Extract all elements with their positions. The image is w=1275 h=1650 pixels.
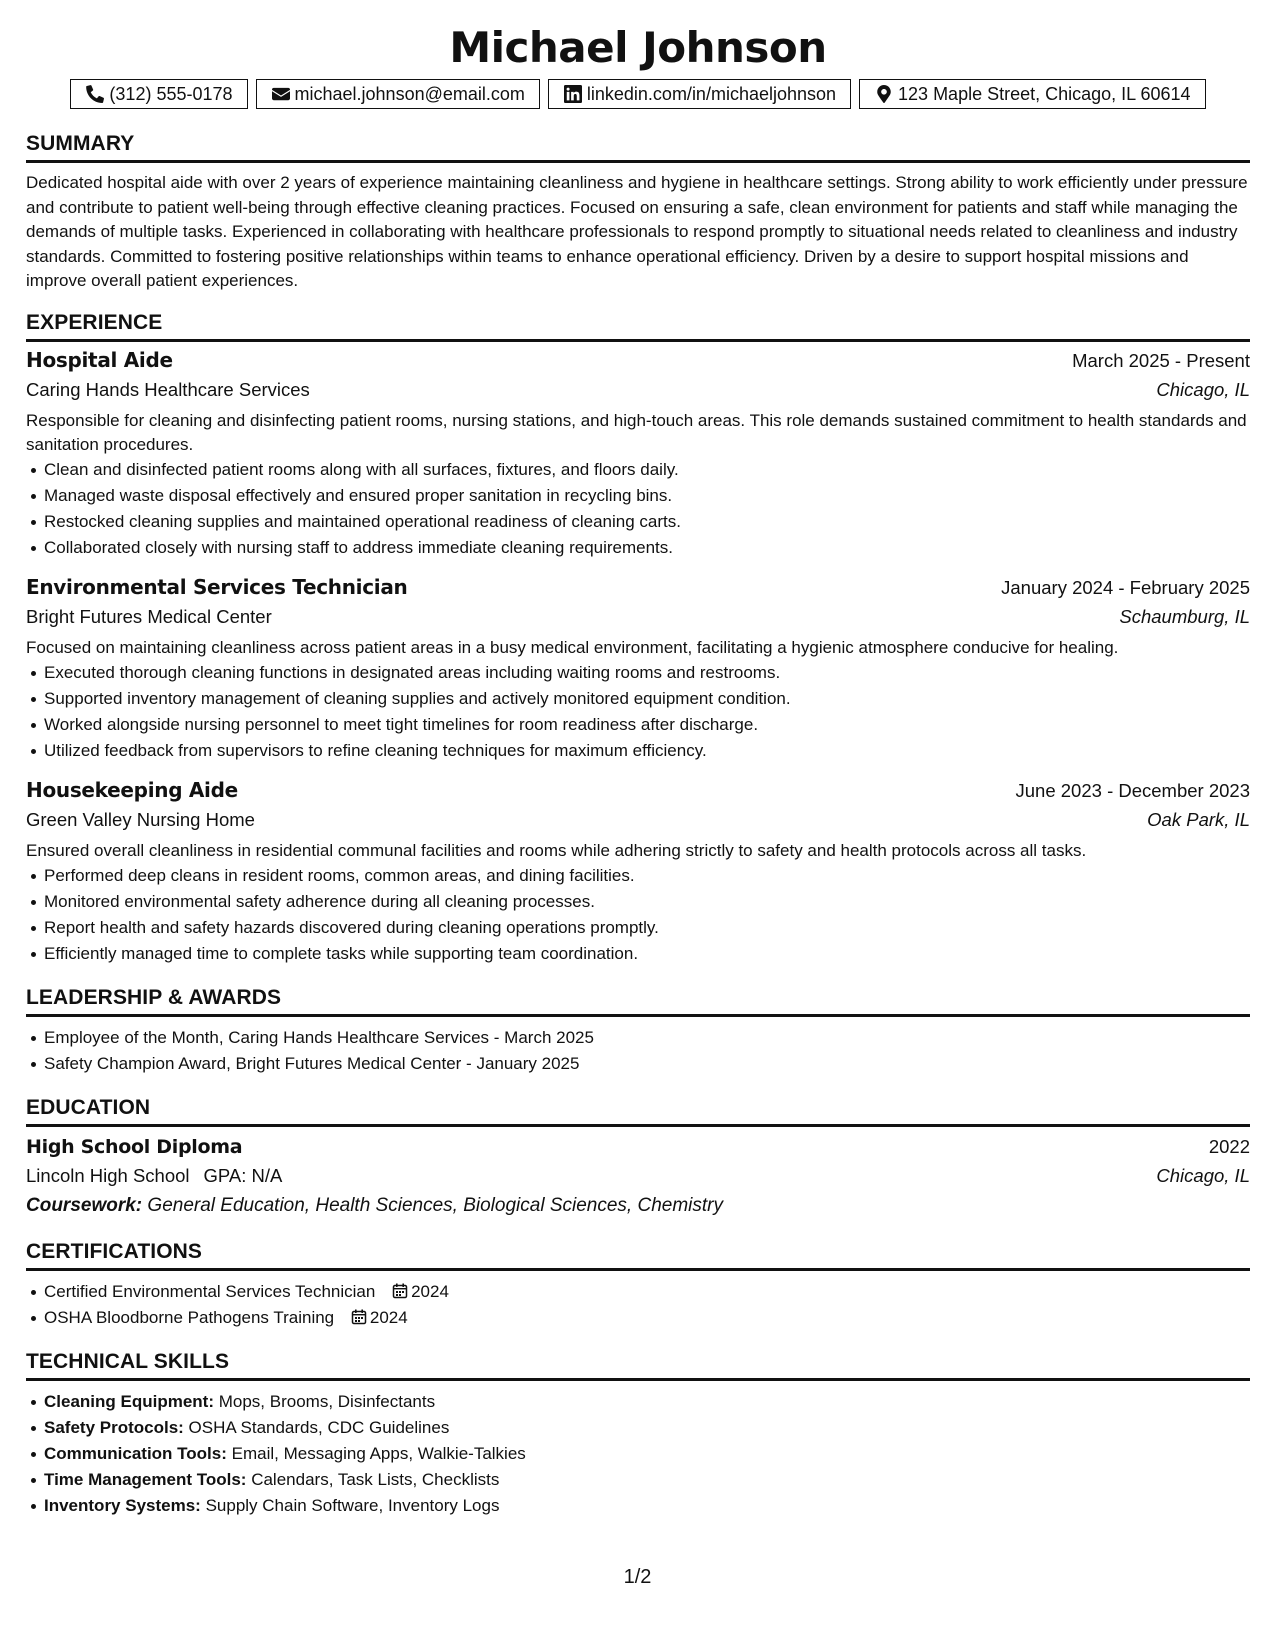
job-title: Housekeeping Aide [26, 777, 238, 802]
linkedin-icon [563, 84, 583, 104]
job-location: Chicago, IL [1156, 378, 1250, 400]
education-heading: EDUCATION [26, 1095, 1250, 1127]
job-bullets [26, 863, 1250, 967]
skill-category: Inventory Systems: [44, 1495, 201, 1515]
list-item: Utilized feedback from supervisors to refine cleaning techniques for maximum efficiency. [26, 738, 1250, 764]
phone-icon [85, 84, 105, 104]
list-item: Employee of the Month, Caring Hands Healthcare Services - March 2025 [26, 1025, 1250, 1051]
job-entry [26, 346, 1250, 561]
certifications-section [26, 1239, 1250, 1331]
job-date: June 2023 - December 2023 [1015, 779, 1250, 801]
job-date: January 2024 - February 2025 [1001, 576, 1250, 598]
contact-address-text: 123 Maple Street, Chicago, IL 60614 [898, 83, 1191, 104]
summary-text: Dedicated hospital aide with over 2 years of experience maintaining cleanliness and hygiene in healthcare settings. Strong ability to work efficiently under pressure and contribute to patient well-being through effective cleaning practices. Focused on ensuring a safe, clean environment for patients and staff while managing the demands of multiple tasks. Experienced in collaborating with healthcare professionals to respond promptly to situational needs related to cleanliness and industry standards. Committed to fostering positive relationships within teams to enhance operational efficiency. Driven by a desire to support hospital missions and improve overall patient experiences. [26, 173, 1248, 290]
list-item [26, 1279, 1250, 1305]
list-item [26, 1493, 1250, 1519]
job-location: Schaumburg, IL [1119, 605, 1250, 627]
job-date: March 2025 - Present [1072, 349, 1250, 371]
contact-linkedin-text: linkedin.com/in/michaeljohnson [586, 83, 837, 104]
skill-category: Safety Protocols: [44, 1417, 184, 1437]
job-bullets [26, 660, 1250, 764]
education-section [26, 1095, 1250, 1221]
skill-values: Email, Messaging Apps, Walkie-Talkies [231, 1443, 526, 1463]
list-item: Performed deep cleans in resident rooms, common areas, and dining facilities. [26, 863, 1250, 889]
job-title: Hospital Aide [26, 347, 173, 372]
coursework-list: General Education, Health Sciences, Biological Sciences, Chemistry [147, 1194, 723, 1216]
cert-year: 2024 [411, 1281, 449, 1301]
candidate-name: Michael Johnson [449, 23, 827, 72]
list-item: Restocked cleaning supplies and maintained operational readiness of cleaning carts. [26, 509, 1250, 535]
list-item [26, 1441, 1250, 1467]
skill-values: OSHA Standards, CDC Guidelines [188, 1417, 450, 1437]
list-item: Monitored environmental safety adherence during all cleaning processes. [26, 889, 1250, 915]
contact-bar [26, 79, 1250, 109]
resume-page [26, 22, 1250, 1519]
certifications-list [26, 1279, 1250, 1331]
leadership-section [26, 985, 1250, 1077]
job-bullets [26, 457, 1250, 561]
awards-list [26, 1025, 1250, 1077]
list-item: Clean and disinfected patient rooms along with all surfaces, fixtures, and floors daily. [26, 457, 1250, 483]
job-description: Ensured overall cleanliness in residential communal facilities and rooms while adhering strictly to safety and health protocols across all tasks. [26, 840, 1087, 860]
envelope-icon [271, 84, 291, 104]
list-item: Executed thorough cleaning functions in designated areas including waiting rooms and restrooms. [26, 660, 1250, 686]
job-entry [26, 573, 1250, 764]
cert-name: Certified Environmental Services Technician [44, 1281, 376, 1301]
skill-values: Mops, Brooms, Disinfectants [218, 1391, 436, 1411]
list-item: Worked alongside nursing personnel to meet tight timelines for room readiness after discharge. [26, 712, 1250, 738]
skills-list [26, 1389, 1250, 1519]
list-item [26, 1415, 1250, 1441]
contact-address[interactable] [859, 79, 1206, 109]
summary-section [26, 131, 1250, 294]
list-item [26, 1305, 1250, 1331]
gpa: GPA: N/A [203, 1164, 283, 1186]
certifications-heading: CERTIFICATIONS [26, 1239, 1250, 1271]
map-pin-icon [874, 84, 894, 104]
skills-section [26, 1349, 1250, 1519]
experience-section [26, 310, 1250, 967]
calendar-icon [392, 1283, 408, 1299]
job-entry [26, 776, 1250, 967]
list-item: Safety Champion Award, Bright Futures Medical Center - January 2025 [26, 1051, 1250, 1077]
job-company: Bright Futures Medical Center [26, 605, 272, 627]
job-description: Responsible for cleaning and disinfecting patient rooms, nursing stations, and high-touch areas. This role demands sustained commitment to health standards and sanitation procedures. [26, 410, 1247, 454]
skill-category: Communication Tools: [44, 1443, 227, 1463]
list-item: Managed waste disposal effectively and ensured proper sanitation in recycling bins. [26, 483, 1250, 509]
list-item: Collaborated closely with nursing staff to address immediate cleaning requirements. [26, 535, 1250, 561]
job-location: Oak Park, IL [1147, 808, 1250, 830]
calendar-icon [351, 1309, 367, 1325]
contact-phone[interactable] [70, 79, 247, 109]
cert-name: OSHA Bloodborne Pathogens Training [44, 1307, 335, 1327]
list-item: Supported inventory management of cleaning supplies and actively monitored equipment condition. [26, 686, 1250, 712]
school-location: Chicago, IL [1156, 1164, 1250, 1186]
list-item: Report health and safety hazards discovered during cleaning operations promptly. [26, 915, 1250, 941]
coursework [26, 1191, 1250, 1221]
contact-email[interactable] [256, 79, 540, 109]
school-info [26, 1161, 282, 1191]
contact-linkedin[interactable] [548, 79, 851, 109]
job-company: Caring Hands Healthcare Services [26, 378, 310, 400]
experience-heading: EXPERIENCE [26, 310, 1250, 342]
contact-email-text: michael.johnson@email.com [294, 83, 525, 104]
degree-title: High School Diploma [26, 1135, 243, 1158]
leadership-heading: LEADERSHIP & AWARDS [26, 985, 1250, 1017]
skill-category: Time Management Tools: [44, 1469, 247, 1489]
job-title: Environmental Services Technician [26, 574, 408, 599]
cert-year: 2024 [369, 1307, 408, 1327]
skill-values: Supply Chain Software, Inventory Logs [205, 1495, 500, 1515]
skill-category: Cleaning Equipment: [44, 1391, 214, 1411]
job-description: Focused on maintaining cleanliness across patient areas in a busy medical environment, facilitating a hygienic atmosphere conducive for healing. [26, 637, 1119, 657]
summary-heading: SUMMARY [26, 131, 1250, 163]
skills-heading: TECHNICAL SKILLS [26, 1349, 1250, 1381]
list-item: Efficiently managed time to complete tasks while supporting team coordination. [26, 941, 1250, 967]
job-company: Green Valley Nursing Home [26, 808, 255, 830]
list-item [26, 1389, 1250, 1415]
contact-phone-text: (312) 555-0178 [109, 83, 233, 104]
school-name: Lincoln High School [26, 1164, 190, 1186]
coursework-label: Coursework: [26, 1194, 143, 1216]
skill-values: Calendars, Task Lists, Checklists [251, 1469, 500, 1489]
graduation-year: 2022 [1208, 1135, 1250, 1157]
page-indicator: 1/2 [623, 1566, 652, 1588]
list-item [26, 1467, 1250, 1493]
